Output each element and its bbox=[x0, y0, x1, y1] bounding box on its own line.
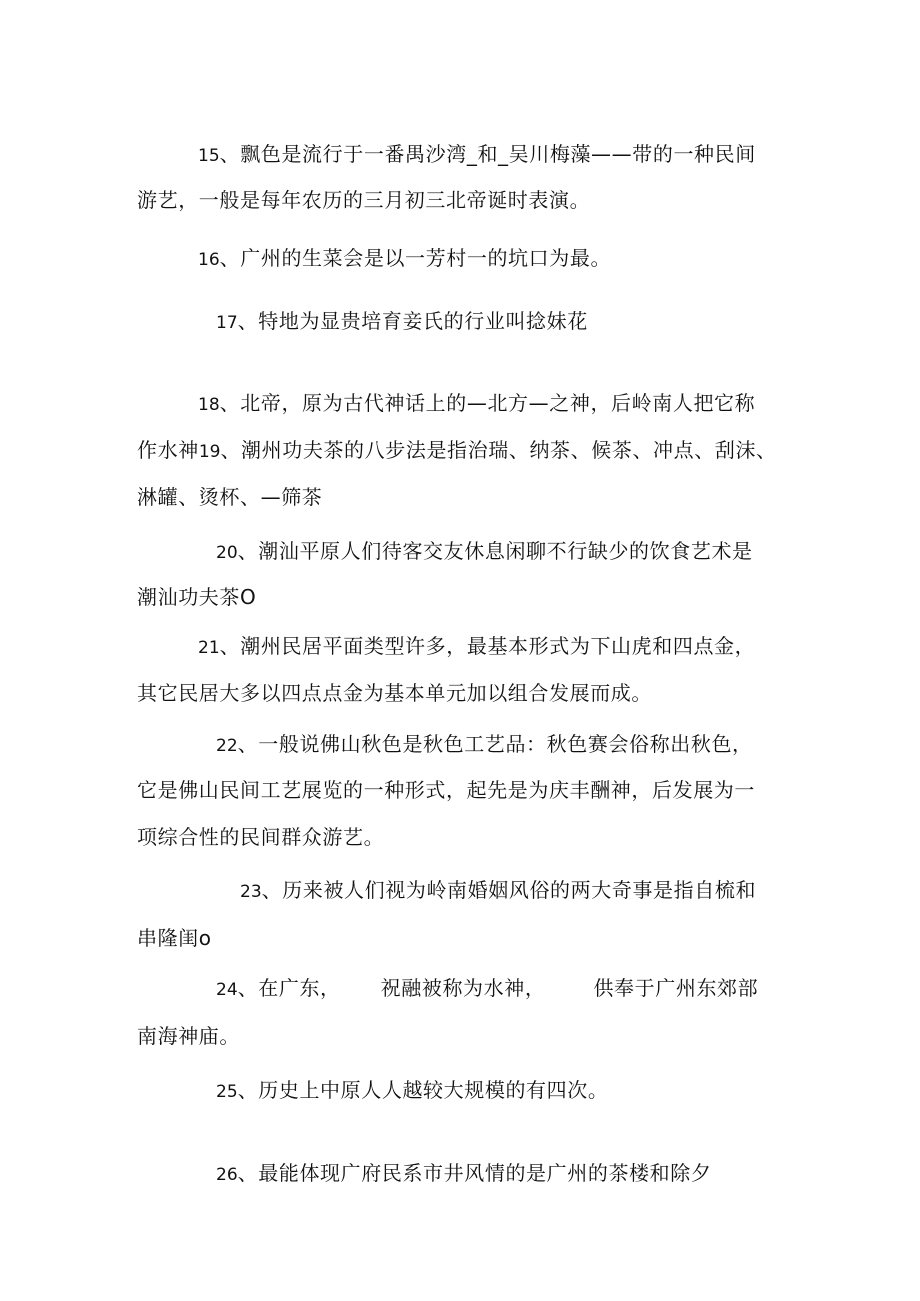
item-23-line-1 bbox=[240, 877, 756, 905]
item-19-number: 19 bbox=[198, 442, 221, 462]
item-21-text-2: 其它民居大多以四点点金为基本单元加以组合发展而成。 bbox=[137, 681, 652, 705]
item-20-number: 20 bbox=[216, 543, 238, 563]
item-18-text-2: 作水神 bbox=[137, 438, 199, 462]
item-24-text-3: 供奉于广州东郊部 bbox=[593, 976, 759, 1000]
item-23-text-1: 、历来被人们视为岭南婚姻风俗的两大奇事是指自梳和 bbox=[261, 878, 757, 902]
item-22-line-3 bbox=[137, 824, 384, 850]
item-19-line-2 bbox=[137, 484, 322, 510]
item-21-line-1 bbox=[198, 633, 755, 661]
item-16-number: 16 bbox=[198, 250, 220, 270]
item-21-line-2 bbox=[137, 680, 652, 706]
item-22-text-1: 、一般说佛山秋色是秋色工艺品：秋色赛会俗称出秋色， bbox=[237, 732, 753, 756]
item-18-text-1: 、北帝，原为古代神话上的—北方—之神，后岭南人把它称 bbox=[219, 391, 756, 415]
item-25-line-1 bbox=[216, 1077, 608, 1105]
item-15-line-1 bbox=[198, 141, 756, 169]
item-26-line-1 bbox=[216, 1160, 711, 1188]
item-20-line-1 bbox=[216, 538, 753, 566]
item-15-number: 15 bbox=[198, 146, 220, 166]
item-15-line-2 bbox=[137, 187, 590, 213]
item-20-line-2 bbox=[137, 584, 256, 610]
item-20-text-1: 、潮汕平原人们待客交友休息闲聊不行缺少的饮食艺术是 bbox=[237, 539, 753, 563]
item-24-text-2: 祝融被称为水神， bbox=[380, 976, 546, 1000]
item-16-line-1 bbox=[198, 245, 611, 273]
item-17-line-1 bbox=[216, 308, 588, 336]
item-22-number: 22 bbox=[216, 736, 238, 756]
item-24-line-2 bbox=[137, 1023, 240, 1049]
item-18-line-1 bbox=[198, 390, 755, 418]
item-20-text-2: 潮汕功夫茶O bbox=[137, 585, 257, 609]
item-24-line-1 bbox=[216, 975, 758, 1003]
item-19-text-1: 、潮州功夫茶的八步法是指治瑞、纳茶、候茶、冲点、刮沫、 bbox=[220, 438, 777, 462]
item-23-text-2: 串隆闺o bbox=[137, 926, 212, 950]
item-15-text-1: 、飘色是流行于一番禺沙湾_和_吴川梅藻——带的一种民间 bbox=[219, 142, 756, 166]
item-21-text-1: 、潮州民居平面类型许多，最基本形式为下山虎和四点金， bbox=[219, 634, 756, 658]
item-18-number: 18 bbox=[198, 395, 220, 415]
item-23-line-2 bbox=[137, 925, 212, 951]
item-22-line-1 bbox=[216, 731, 753, 759]
item-22-line-2 bbox=[137, 777, 755, 803]
item-17-text-1: 、特地为显贵培育妾氏的行业叫捻妹花 bbox=[237, 309, 588, 333]
item-26-text-1: 、最能体现广府民系市井风情的是广州的茶楼和除夕 bbox=[237, 1161, 712, 1185]
item-25-text-1: 、历史上中原人人越较大规模的有四次。 bbox=[237, 1078, 609, 1102]
item-18-line-2 bbox=[137, 437, 777, 465]
item-15-text-2: 游艺，一般是每年农历的三月初三北帝诞时表演。 bbox=[137, 188, 591, 212]
item-24-text-1: 、在广东， bbox=[237, 976, 341, 1000]
item-19-text-2: 淋罐、烫杯、—筛茶 bbox=[137, 485, 323, 509]
item-22-text-2: 它是佛山民间工艺展览的一种形式，起先是为庆丰酬神，后发展为一 bbox=[137, 778, 755, 802]
item-21-number: 21 bbox=[198, 638, 220, 658]
item-16-text-1: 、广州的生菜会是以一芳村一的坑口为最。 bbox=[219, 246, 612, 270]
item-22-text-3: 项综合性的民间群众游艺。 bbox=[137, 825, 385, 849]
item-23-number: 23 bbox=[240, 882, 262, 902]
item-24-text-4: 南海神庙。 bbox=[137, 1024, 240, 1048]
item-26-number: 26 bbox=[216, 1165, 238, 1185]
item-17-number: 17 bbox=[216, 313, 238, 333]
item-24-number: 24 bbox=[216, 980, 238, 1000]
item-25-number: 25 bbox=[216, 1082, 238, 1102]
